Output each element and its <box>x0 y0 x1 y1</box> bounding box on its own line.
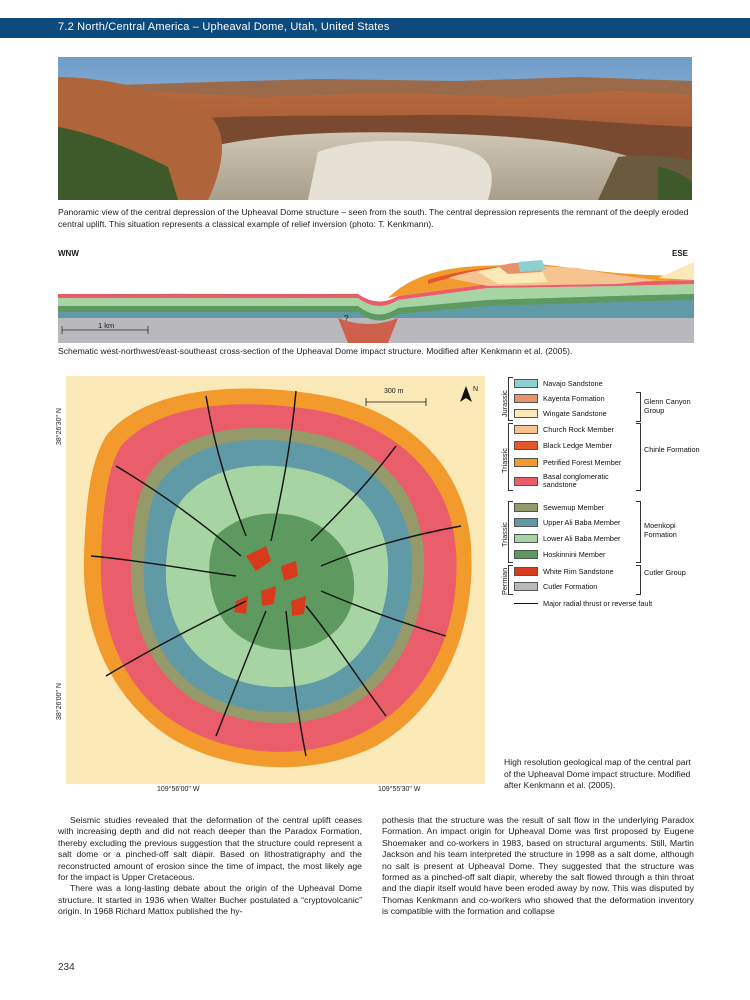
period-permian: Permian <box>500 567 509 595</box>
legend-label: Wingate Sandstone <box>543 408 607 418</box>
legend-label: Black Ledge Member <box>543 440 612 450</box>
period-triassic-lower: Triassic <box>500 522 509 547</box>
legend-label: Sewemup Member <box>543 502 605 512</box>
map-north-label: N <box>473 386 479 393</box>
group-chinle: Chinle Formation <box>644 445 700 454</box>
period-triassic-upper: Triassic <box>500 448 509 473</box>
cross-section-scale-label: 1 km <box>98 321 115 330</box>
cross-section-ese-label: ESE <box>672 249 689 258</box>
body-paragraph: There was a long-lasting debate about the origin of the Upheaval Dome structure. It started in 1936 when Walter Bucher postulated a “cryptovolcanic” origin. In 1968 Richard Mattox published the hy- <box>58 883 362 917</box>
legend-label: Basal conglomeratic sandstone <box>543 472 609 489</box>
cross-section-question-mark: ? <box>344 314 349 323</box>
geological-map <box>66 376 485 784</box>
body-column-1 <box>58 815 362 918</box>
panorama-photo <box>58 57 692 200</box>
fault-label: Major radial thrust or reverse fault <box>543 598 653 608</box>
map-caption: High resolution geological map of the central part of the Upheaval Dome impact structure. Modified after Kenkmann et al. (2005). <box>504 757 691 790</box>
period-jurassic: Jurassic <box>500 390 509 417</box>
cross-section-wnw-label: WNW <box>58 249 79 258</box>
fault-line-swatch <box>514 603 538 604</box>
body-paragraph: pothesis that the structure was the result of salt flow in the underlying Paradox Formation. An impact origin for Upheaval Dome was first proposed by Eugene Shoemaker and co-workers in 1983, based on structural arguments. Still, Martin Jackson and his team interpreted the structure in 1998 as a salt dome, although no salt is present at Upheaval Dome. They suggested that the structure was formed as a pinched-off salt diapir, whereby the salt flowed through a thin throat and the diapir itself would have been eroded away by now. This was disputed by Thomas Kenkmann and co-workers who showed that the deformation inventory is compatible with the formation and collapse <box>382 815 694 917</box>
cross-section-caption: Schematic west-northwest/east-southeast cross-section of the Upheaval Dome impact structure. Modified after Kenkmann et al. (2005). <box>58 346 573 356</box>
group-moenkopi: Moenkopi Formation <box>644 521 677 539</box>
legend-label: Church Rock Member <box>543 424 614 434</box>
body-column-2 <box>382 815 694 918</box>
page-number: 234 <box>58 962 75 973</box>
legend-label: Navajo Sandstone <box>543 378 603 388</box>
legend-label: Cutler Formation <box>543 581 598 591</box>
legend-swatch <box>514 379 538 388</box>
running-header-title: 7.2 North/Central America – Upheaval Dome, Utah, United States <box>58 21 390 33</box>
map-scale-label: 300 m <box>384 388 404 395</box>
running-header <box>0 18 750 38</box>
photo-caption: Panoramic view of the central depression of the Upheaval Dome structure – seen from the south. The central depression represents the remnant of the deeply eroded central uplift. This situation represents a classical example of relief inversion (photo: T. Kenkmann). <box>58 207 689 229</box>
group-cutler: Cutler Group <box>644 568 686 577</box>
legend-label: Lower Ali Baba Member <box>543 533 621 543</box>
map-lat-bottom: 38°26'00" N <box>56 683 63 720</box>
legend-label: Hoskinnini Member <box>543 549 606 559</box>
map-lon-left: 109°56'00" W <box>157 786 200 793</box>
group-glen-canyon: Glenn Canyon Group <box>644 397 691 415</box>
map-lat-top: 38°26'30" N <box>56 408 63 445</box>
legend-label: Upper Ali Baba Member <box>543 517 621 527</box>
map-lon-right: 109°55'30" W <box>378 786 421 793</box>
body-paragraph: Seismic studies revealed that the deformation of the central uplift ceases with increasing depth and did not reach deeper than the Paradox Formation, thereby excluding the previous suggestion that the structure could represent a salt dome or a pinched-off salt diapir. Based on lithostratigraphy and the reconstructed amount of erosion since the time of impact, the most likely age for the impact is Upper Cretaceous. <box>58 815 362 883</box>
legend-label: Kayenta Formation <box>543 393 605 403</box>
cross-section-diagram <box>58 258 694 343</box>
legend-label: Petrified Forest Member <box>543 457 622 467</box>
legend-label: White Rim Sandstone <box>543 566 614 576</box>
